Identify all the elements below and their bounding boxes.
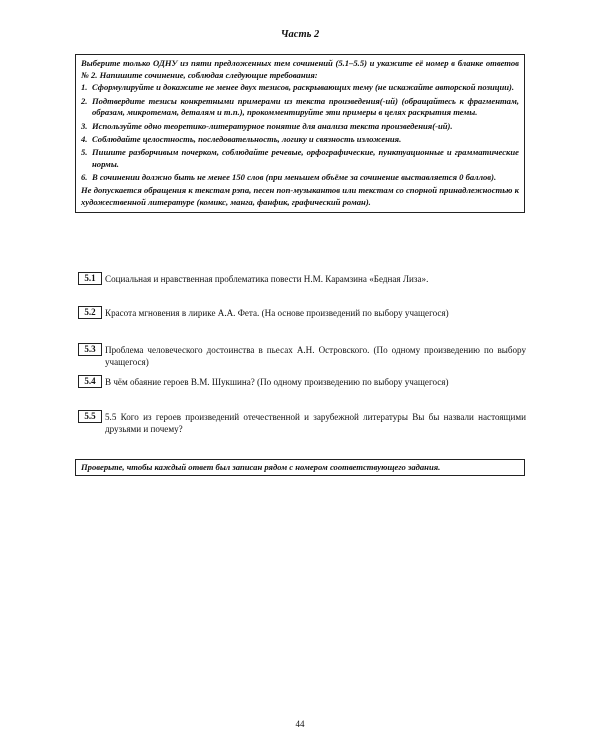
requirement-item [81, 96, 519, 119]
topic-5-4 [78, 376, 526, 389]
requirement-item [81, 121, 519, 133]
footer-note-text: Проверьте, чтобы каждый ответ был записан рядом с номером соответствующего задания. [81, 462, 441, 472]
requirement-text: Используйте одно теоретико-литературное понятие для анализа текста произведения(-ий). [92, 120, 453, 131]
requirement-item [81, 147, 519, 170]
topic-number-box: 5.3 [78, 343, 102, 356]
requirement-number: 3. [81, 120, 88, 131]
requirement-number: 2. [81, 95, 88, 106]
topic-text: 5.5 Кого из героев произведений отечественной и зарубежной литературы Вы бы назвали настоящими друзьями и почему? [105, 412, 526, 434]
instructions-intro: Выберите только ОДНУ из пяти предложенных тем сочинений (5.1–5.5) и укажите её номер в бланке ответов № 2. Напишите сочинение, соблюдая следующие требования: [81, 58, 519, 80]
topic-number-box: 5.2 [78, 306, 102, 319]
requirement-number: 1. [81, 82, 88, 93]
topic-text: В чём обаяние героев В.М. Шукшина? (По одному произведению по выбору учащегося) [105, 377, 449, 387]
topic-text: Красота мгновения в лирике А.А. Фета. (На основе произведений по выбору учащегося) [105, 308, 449, 318]
requirement-item [81, 172, 519, 184]
requirement-text: Подтвердите тезисы конкретными примерами из текста произведения(-ий) (обращайтесь к фрагментам, образам, микротемам, деталям и т.п.), прокомментируйте эти примеры в целях раскрытия темы. [92, 95, 519, 118]
footer-note-box [75, 459, 525, 476]
requirements-list [81, 82, 519, 183]
topic-5-3 [78, 344, 526, 368]
topic-number-box: 5.1 [78, 272, 102, 285]
requirement-text: Соблюдайте целостность, последовательность, логику и связность изложения. [92, 133, 402, 144]
requirement-number: 5. [81, 146, 88, 157]
requirement-number: 4. [81, 133, 88, 144]
requirement-item [81, 82, 519, 94]
topic-number-box: 5.4 [78, 375, 102, 388]
requirement-item [81, 134, 519, 146]
requirement-text: В сочинении должно быть не менее 150 слов (при меньшем объёме за сочинение выставляется 0 баллов). [92, 171, 497, 182]
topic-5-5 [78, 411, 526, 435]
topic-number-box: 5.5 [78, 410, 102, 423]
page-number: 44 [295, 719, 305, 729]
requirement-text: Пишите разборчивым почерком, соблюдайте речевые, орфографические, пунктуационные и грамматические нормы. [92, 146, 519, 169]
requirement-text: Сформулируйте и докажите не менее двух тезисов, раскрывающих тему (не искажайте авторской позиции). [92, 82, 515, 93]
instructions-box [75, 54, 525, 213]
topic-5-1 [78, 273, 526, 286]
page-title: Часть 2 [280, 29, 320, 40]
topic-text: Социальная и нравственная проблематика повести Н.М. Карамзина «Бедная Лиза». [105, 274, 429, 284]
topic-5-2 [78, 307, 526, 320]
requirement-number: 6. [81, 171, 88, 182]
instructions-note: Не допускается обращения к текстам рэпа, песен поп-музыкантов или текстам со спорной принадлежностью к художественной литературе (комикс, манга, фанфик, графический роман). [81, 185, 519, 207]
topic-text: Проблема человеческого достоинства в пьесах А.Н. Островского. (По одному произведению по выбору учащегося) [105, 345, 526, 367]
